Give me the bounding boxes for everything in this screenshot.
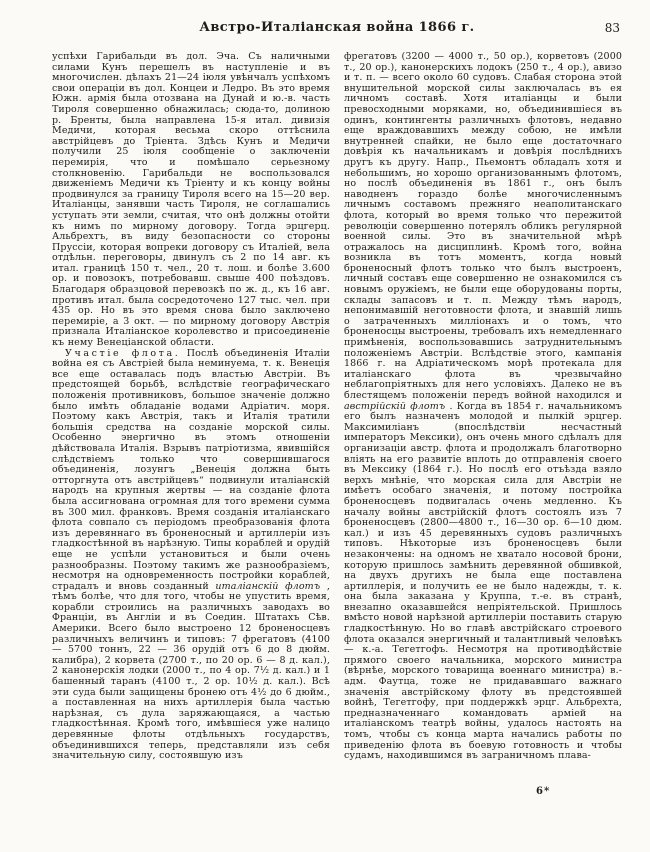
paragraph-text: , тѣмъ болѣе, что для того, чтобы не упустить время, корабли строились на различныхъ заводахъ во Франціи, въ Англіи и въ Соедин. Штатахъ Сѣв. Америки. Всего было выстроено 12 броненосцевъ различныхъ величинъ и типовъ: 7 фрегатовъ (4100 — 5700 тоннъ, 22 — 36 орудій отъ 6 до 8 дюйм. калибра), 2 корвета (2700 т., по 20 ор. 6 — 8 д. кал.), 2 канонерскія лодки (2000 т., по 4 ор. 7½ д. кал.) и 1 башенный таранъ (4100 т., 2 ор. 10½ д. кал.). Всѣ эти суда были защищены бронею отъ 4½ до 6 дюйм., а поставленная на нихъ артиллерія была частью нарѣзная, съ дула заряжающаяся, а частью гладкостѣнная. Кромѣ того, имѣвшіеся уже налицо деревянные флоты отдѣльныхъ государствъ, объединившихся теперь, представляли изъ себя значительную силу, состоявшую изъ <box>52 580 330 762</box>
page-header <box>52 20 622 44</box>
left-column <box>52 52 330 792</box>
emphasized-term: австрійскій флотъ <box>344 400 446 412</box>
page-number: 83 <box>604 21 620 35</box>
signature-mark: 6* <box>536 786 551 797</box>
right-column <box>344 52 622 792</box>
paragraph-fleet-continued <box>344 52 622 762</box>
paragraph-campaign-continuation <box>52 52 330 349</box>
paragraph-text: . Когда въ 1854 г. начальникомъ его былъ назначенъ молодой и пылкій эрцгер. Максимиліанъ (впослѣдствіи несчастный императоръ Мексики), онъ очень много сдѣлалъ для организаціи австр. флота и продолжалъ благотворно вліять на его развитіе вплоть до отправленія своего въ Мексику (1864 г.). Но послѣ его отъѣзда взяло верхъ мнѣніе, что морская сила для Австріи не имѣетъ особаго значенія, и потому постройка броненосцевъ подвигалась очень медленно. Къ началу войны австрійскій флотъ состоялъ изъ 7 броненосцевъ (2800—4800 т., 16—30 ор. 6—10 дюм. кал.) и изъ 45 деревянныхъ судовъ различныхъ типовъ. Нѣкоторые изъ броненосцевъ были незакончены: на одномъ не хватало носовой брони, которую пришлось замѣнить деревянной обшивкой, на двухъ другихъ не была еще поставлена артиллерія, и получить ее не было надежды, т. к. она была заказана у Круппа, т.-е. въ странѣ, внезапно оказавшейся непріятельской. Пришлось вмѣсто новой нарѣзной артиллеріи поставить старую гладкостѣнную. Но во главѣ австрійскаго строевого флота оказался энергичный и талантливый человѣкъ — к.-а. Тегетгофъ. Несмотря на противодѣйствіе прямого своего начальника, морского министра (вѣрнѣе, морского товарища военнаго министра) в.-адм. Фаутца, тоже не придававшаго важнаго значенія австрійскому флоту въ предстоявшей войнѣ, Тегетгофу, при поддержкѣ эрцг. Альбрехта, предназначеннаго командовать арміей на италіанскомъ театрѣ войны, удалось настоять на томъ, чтобы съ конца марта начались работы по приведенію флота въ боевую готовность и чтобы судамъ, находившимся въ заграничномъ плава- <box>344 400 622 762</box>
text-columns <box>52 52 622 792</box>
running-title: Австро-Италіанская война 1866 г. <box>199 20 475 35</box>
paragraph-text: Послѣ объединенія Италіи война ея съ Австріей была неминуема, т. к. Венеція все еще оставалась подъ властью Австріи. Въ предстоящей борьбѣ, вслѣдствіе географическаго положенія противниковъ, большое значеніе должно было имѣть обладаніе водами Адріатич. моря. Поэтому какъ Австрія, такъ и Италія тратили большія средства на созданіе морской силы. Особенно энергично въ этомъ отношеніи дѣйствовала Италія. Взрывъ патріотизма, явившійся слѣдствіемъ только что совершившагося объединенія, лозунгъ „Венеція должна быть отторгнута отъ австрійцевъ“ подвинули италіанскій народъ на крупныя жертвы — на созданіе флота была ассигнована огромная для того времени сумма въ 300 мил. франковъ. Время созданія италіанскаго флота совпало съ періодомъ преобразованія флота изъ деревяннаго въ броненосный и артиллеріи изъ гладкостѣнной въ нарѣзную. Типы кораблей и орудій еще не успѣли установиться и были очень разнообразны. Поэтому такимъ же разнообразіемъ, несмотря на одновременность постройки кораблей, страдалъ и вновь созданный <box>52 347 330 592</box>
paragraph-text: фрегатовъ (3200 — 4000 т., 50 ор.), корветовъ (2000 т., 20 ор.), канонерскихъ лодокъ (250 т., 4 ор.), авизо и т. п. — всего около 60 судовъ. Слабая сторона этой внушительной морской силы заключалась въ ея личномъ составѣ. Хотя италіанцы и были превосходными моряками, но, объединившіеся въ одинъ, контингенты различныхъ флотовъ, недавно еще враждовавшихъ между собою, не имѣли внутренней спайки, не было еще достаточнаго довѣрія къ начальникамъ и довѣрія послѣднихъ другъ къ другу. Напр., Пьемонтъ обладалъ хотя и небольшимъ, но хорошо организованнымъ флотомъ, но послѣ объединенія въ 1861 г., онъ былъ наводненъ гораздо болѣе многочисленнымъ личнымъ составомъ прежняго неаполитанскаго флота, который во время только что пережитой революціи совершенно потерялъ обликъ регулярной военной силы. Это въ значительной мѣрѣ отражалось на дисциплинѣ. Кромѣ того, война возникла въ тотъ моментъ, когда новый броненосный флотъ только что былъ выстроенъ, личный составъ еще совершенно не ознакомился съ новымъ оружіемъ, не были еще оборудованы порты, склады запасовъ и т. п. Между тѣмъ народъ, непонимавшій неготовности флота, и знавшій лишь о затраченныхъ милліонахъ и о томъ, что броненосцы выстроены, требовалъ ихъ немедленнаго примѣненія, воспользовавшись затруднительнымъ положеніемъ Австріи. Вслѣдствіе этого, кампанія 1866 г. на Адріатическомъ морѣ протекала для италіанскаго флота въ чрезвычайно неблагопріятныхъ для него условіяхъ. Далеко не въ блестящемъ положеніи передъ войной находился и <box>344 52 622 401</box>
section-lead-in: Участіе флота. <box>65 347 181 359</box>
emphasized-term: италіанскій флотъ <box>215 580 321 592</box>
paragraph-fleet-participation <box>52 349 330 762</box>
paragraph-text: успѣхи Гарибальди въ дол. Эча. Съ наличными силами Кунъ перешелъ въ наступленіе и въ многочислен. дѣлахъ 21—24 іюля увѣнчалъ успѣхомъ свои операціи въ дол. Концеи и Ледро. Въ это время Южн. армія была отозвана на Дунай и ю.-в. часть Тироля совершенно обнажилась; сюда-то, долиною р. Бренты, была направлена 15-я итал. дивизія Медичи, которая весьма скоро оттѣснила австрійцевъ до Тріента. Здѣсь Кунъ и Медичи получили 25 іюля сообщеніе о заключеніи перемирія, что и помѣшало серьезному столкновенію. Гарибальди не воспользовался движеніемъ Медичи къ Тріенту и къ концу войны продвинулся за границу Тироля всего на 15—20 вер. Италіанцы, занявши часть Тироля, не соглашались уступать эти земли, считая, что онѣ должны отойти къ нимъ по мирному договору. Тогда эрцгерц. Альбрехтъ, въ виду безопасности со стороны Пруссіи, которая вопреки договору съ Италіей, вела отдѣльн. переговоры, двинулъ съ 2 по 14 авг. къ итал. границѣ 150 т. чел., 20 т. лош. и болѣе 3.600 ор. и повозокъ, потребовавш. свыше 400 поѣздовъ. Благодаря образцовой перевозкѣ по ж. д., къ 16 авг. противъ итал. была сосредоточено 127 тыс. чел. при 435 ор. Но въ это время снова было заключено перемиріе, а 3 окт. — по мирному договору Австрія признала Италіанское королевство и присоединеніе къ нему Венеціанской области. <box>52 52 330 349</box>
